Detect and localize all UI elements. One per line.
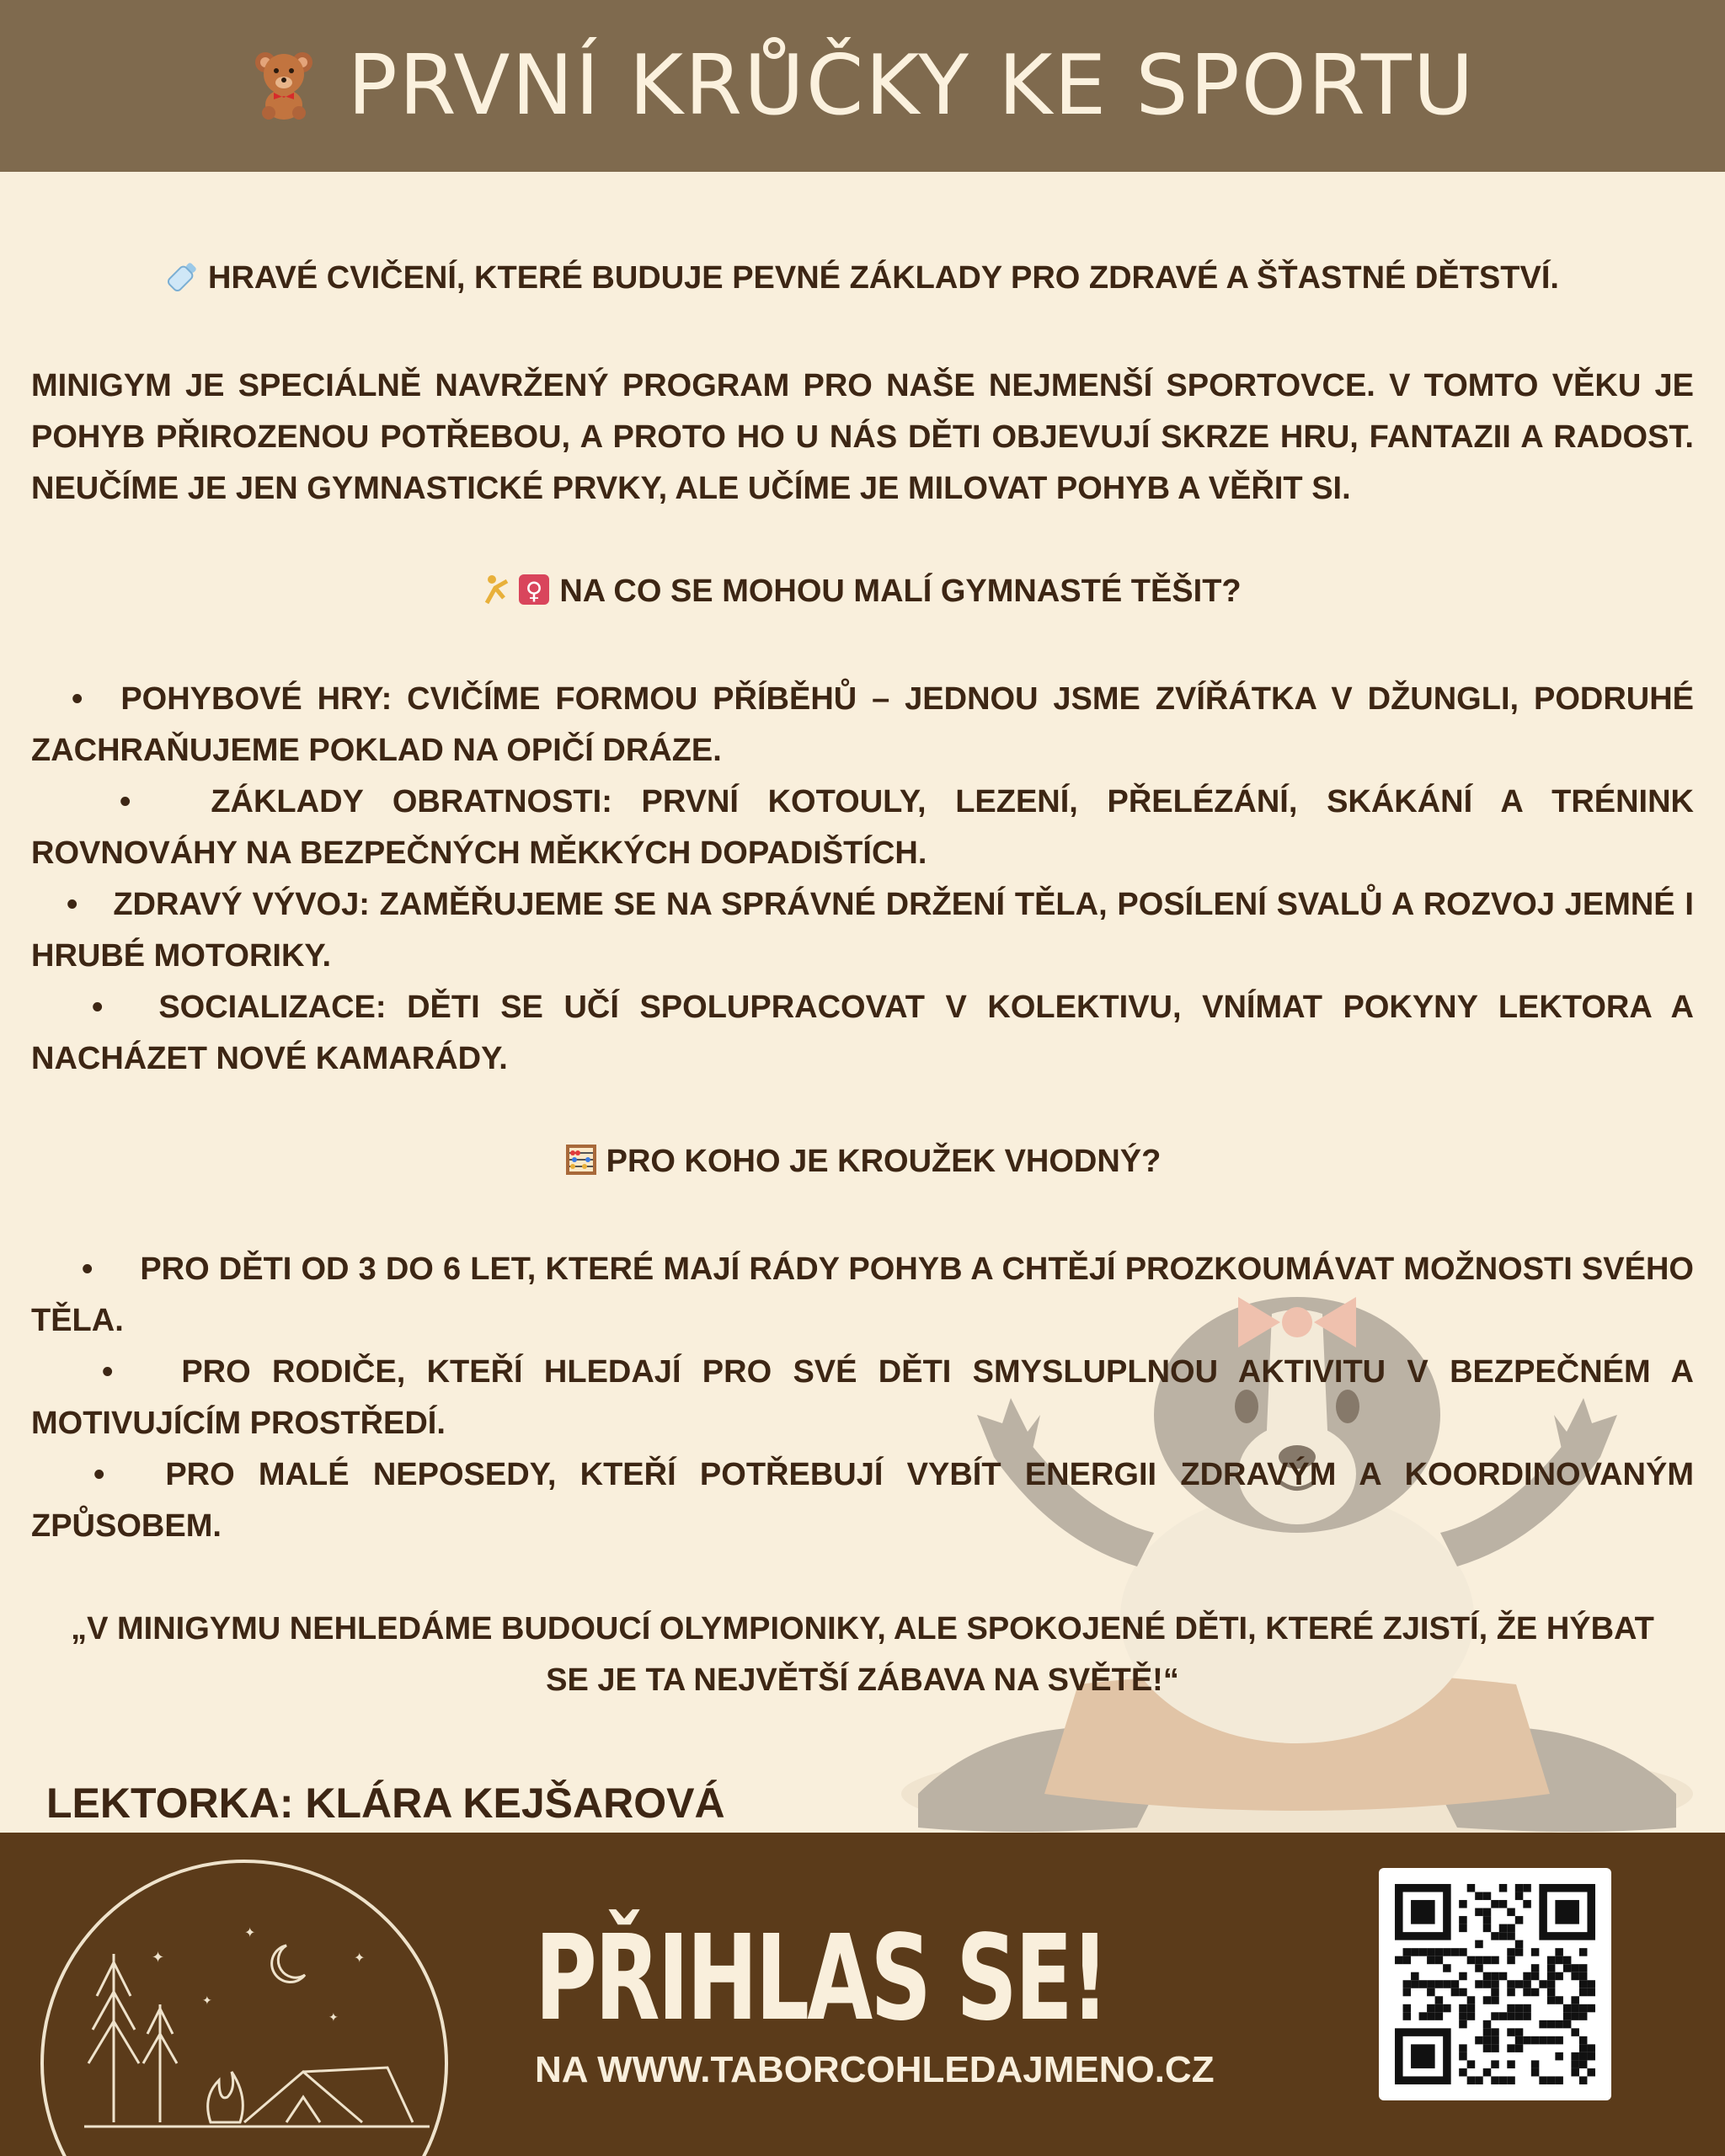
signup-call-to-action: PŘIHLAS SE!: [535, 1910, 1108, 2047]
list-item: • PRO DĚTI OD 3 DO 6 LET, KTERÉ MAJÍ RÁDY POHYB A CHTĚJÍ PROZKOUMÁVAT MOŽNOSTI SVÉHO TĚLA.: [31, 1251, 1694, 1338]
svg-text:✦: ✦: [202, 1994, 212, 2008]
page-title: PRVNÍ KRŮČKY KE SPORTU: [347, 38, 1476, 134]
abacus-icon: [564, 1141, 598, 1193]
main-content: [31, 253, 1694, 1706]
intro-text: HRAVÉ CVIČENÍ, KTERÉ BUDUJE PEVNÉ ZÁKLADY PRO ZDRAVÉ A ŠŤASTNÉ DĚTSTVÍ.: [208, 260, 1559, 296]
section1-heading: [31, 566, 1694, 622]
program-description: MINIGYM JE SPECIÁLNĚ NAVRŽENÝ PROGRAM PRO NAŠE NEJMENŠÍ SPORTOVCE. V TOMTO VĚKU JE POHYB PŘIROZENOU POTŘEBOU, A PROTO HO U NÁS DĚTI OBJEVUJÍ SKRZE HRU, FANTAZII A RADOST. NEUČÍME JE JEN GYMNASTICKÉ PRVKY, ALE UČÍME JE MILOVAT POHYB A VĚŘIT SI.: [31, 368, 1694, 506]
section1-heading-text: NA CO SE MOHOU MALÍ GYMNASTÉ TĚŠIT?: [559, 574, 1242, 609]
closing-quote: „V MINIGYMU NEHLEDÁME BUDOUCÍ OLYMPIONIKY, ALE SPOKOJENÉ DĚTI, KTERÉ ZJISTÍ, ŽE HÝBAT SE JE TA NEJVĚTŠÍ ZÁBAVA NA SVĚTĚ!“: [71, 1611, 1654, 1698]
list-item: • POHYBOVÉ HRY: CVIČÍME FORMOU PŘÍBĚHŮ – JEDNOU JSME ZVÍŘÁTKA V DŽUNGLI, PODRUHÉ ZACHRAŇUJEME POKLAD NA OPIČÍ DRÁZE.: [31, 681, 1694, 768]
qr-code-icon[interactable]: [1379, 1868, 1611, 2100]
list-item: • ZDRAVÝ VÝVOJ: ZAMĚŘUJEME SE NA SPRÁVNÉ DRŽENÍ TĚLA, POSÍLENÍ SVALŮ A ROZVOJ JEMNÉ I HRUBÉ MOTORIKY.: [31, 887, 1694, 974]
camp-night-logo-icon: [34, 1844, 455, 2156]
gymnast-icon: [483, 571, 551, 622]
list-item: • PRO MALÉ NEPOSEDY, KTEŘÍ POTŘEBUJÍ VYBÍT ENERGII ZDRAVÝM A KOORDINOVANÝM ZPŮSOBEM.: [31, 1457, 1694, 1544]
section2-heading-text: PRO KOHO JE KROUŽEK VHODNÝ?: [606, 1144, 1162, 1179]
teddy-bear-icon: [250, 49, 318, 124]
lecturer-name: LEKTORKA: KLÁRA KEJŠAROVÁ: [46, 1780, 725, 1827]
list-item: • SOCIALIZACE: DĚTI SE UČÍ SPOLUPRACOVAT V KOLEKTIVU, VNÍMAT POKYNY LEKTORA A NACHÁZET NOVÉ KAMARÁDY.: [31, 990, 1694, 1076]
baby-bottle-icon: [166, 258, 200, 309]
svg-text:✦: ✦: [328, 2011, 339, 2025]
section2-heading: [31, 1136, 1694, 1193]
list-item: • PRO RODIČE, KTEŘÍ HLEDAJÍ PRO SVÉ DĚTI SMYSLUPLNOU AKTIVITU V BEZPEČNÉM A MOTIVUJÍCÍM PROSTŘEDÍ.: [31, 1354, 1694, 1441]
intro-line: [31, 253, 1694, 309]
svg-text:✦: ✦: [244, 1924, 256, 1940]
svg-text:✦: ✦: [354, 1950, 366, 1966]
page-header: [0, 0, 1725, 172]
signup-url-link[interactable]: NA WWW.TABORCOHLEDAJMENO.CZ: [535, 2049, 1215, 2090]
svg-text:✦: ✦: [152, 1949, 165, 1967]
list-item: • ZÁKLADY OBRATNOSTI: PRVNÍ KOTOULY, LEZENÍ, PŘELÉZÁNÍ, SKÁKÁNÍ A TRÉNINK ROVNOVÁHY NA BEZPEČNÝCH MĚKKÝCH DOPADIŠTÍCH.: [31, 784, 1694, 871]
svg-text:♀: ♀: [526, 577, 543, 605]
